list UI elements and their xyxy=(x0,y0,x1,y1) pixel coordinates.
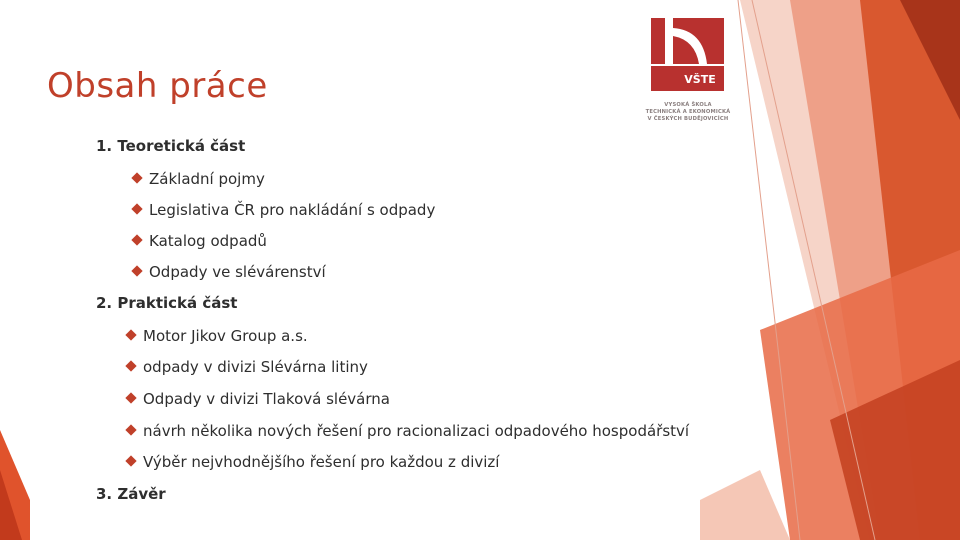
diamond-bullet-icon xyxy=(125,392,136,403)
list-item: Odpady ve slévárenství xyxy=(133,263,326,281)
diamond-bullet-icon xyxy=(131,172,142,183)
section-heading-theory: 1. Teoretická část xyxy=(96,137,246,155)
list-item: Legislativa ČR pro nakládání s odpady xyxy=(133,201,435,219)
diamond-bullet-icon xyxy=(125,360,136,371)
list-item: Katalog odpadů xyxy=(133,232,267,250)
list-item: Motor Jikov Group a.s. xyxy=(127,327,308,345)
page-title: Obsah práce xyxy=(47,66,268,106)
list-item: Výběr nejvhodnějšího řešení pro každou z divizí xyxy=(127,453,499,471)
list-item: odpady v divizi Slévárna litiny xyxy=(127,358,368,376)
list-item: návrh několika nových řešení pro racionalizaci odpadového hospodářství xyxy=(127,422,689,440)
diamond-bullet-icon xyxy=(125,424,136,435)
logo-mark-text: VŠTE xyxy=(684,73,716,86)
section-heading-practice: 2. Praktická část xyxy=(96,294,238,312)
left-accent-shape xyxy=(0,0,30,540)
logo-line: VYSOKÁ ŠKOLA xyxy=(664,102,712,108)
diamond-bullet-icon xyxy=(131,203,142,214)
list-item: Základní pojmy xyxy=(133,170,265,188)
vste-logo-icon xyxy=(651,18,724,91)
list-item: Odpady v divizi Tlaková slévárna xyxy=(127,390,390,408)
diamond-bullet-icon xyxy=(131,234,142,245)
logo-caption xyxy=(638,102,738,123)
logo-line: TECHNICKÁ A EKONOMICKÁ xyxy=(645,109,731,115)
logo-line: V ČESKÝCH BUDĚJOVICÍCH xyxy=(647,116,729,122)
diamond-bullet-icon xyxy=(131,265,142,276)
section-heading-conclusion: 3. Závěr xyxy=(96,485,166,503)
diamond-bullet-icon xyxy=(125,329,136,340)
diamond-bullet-icon xyxy=(125,455,136,466)
